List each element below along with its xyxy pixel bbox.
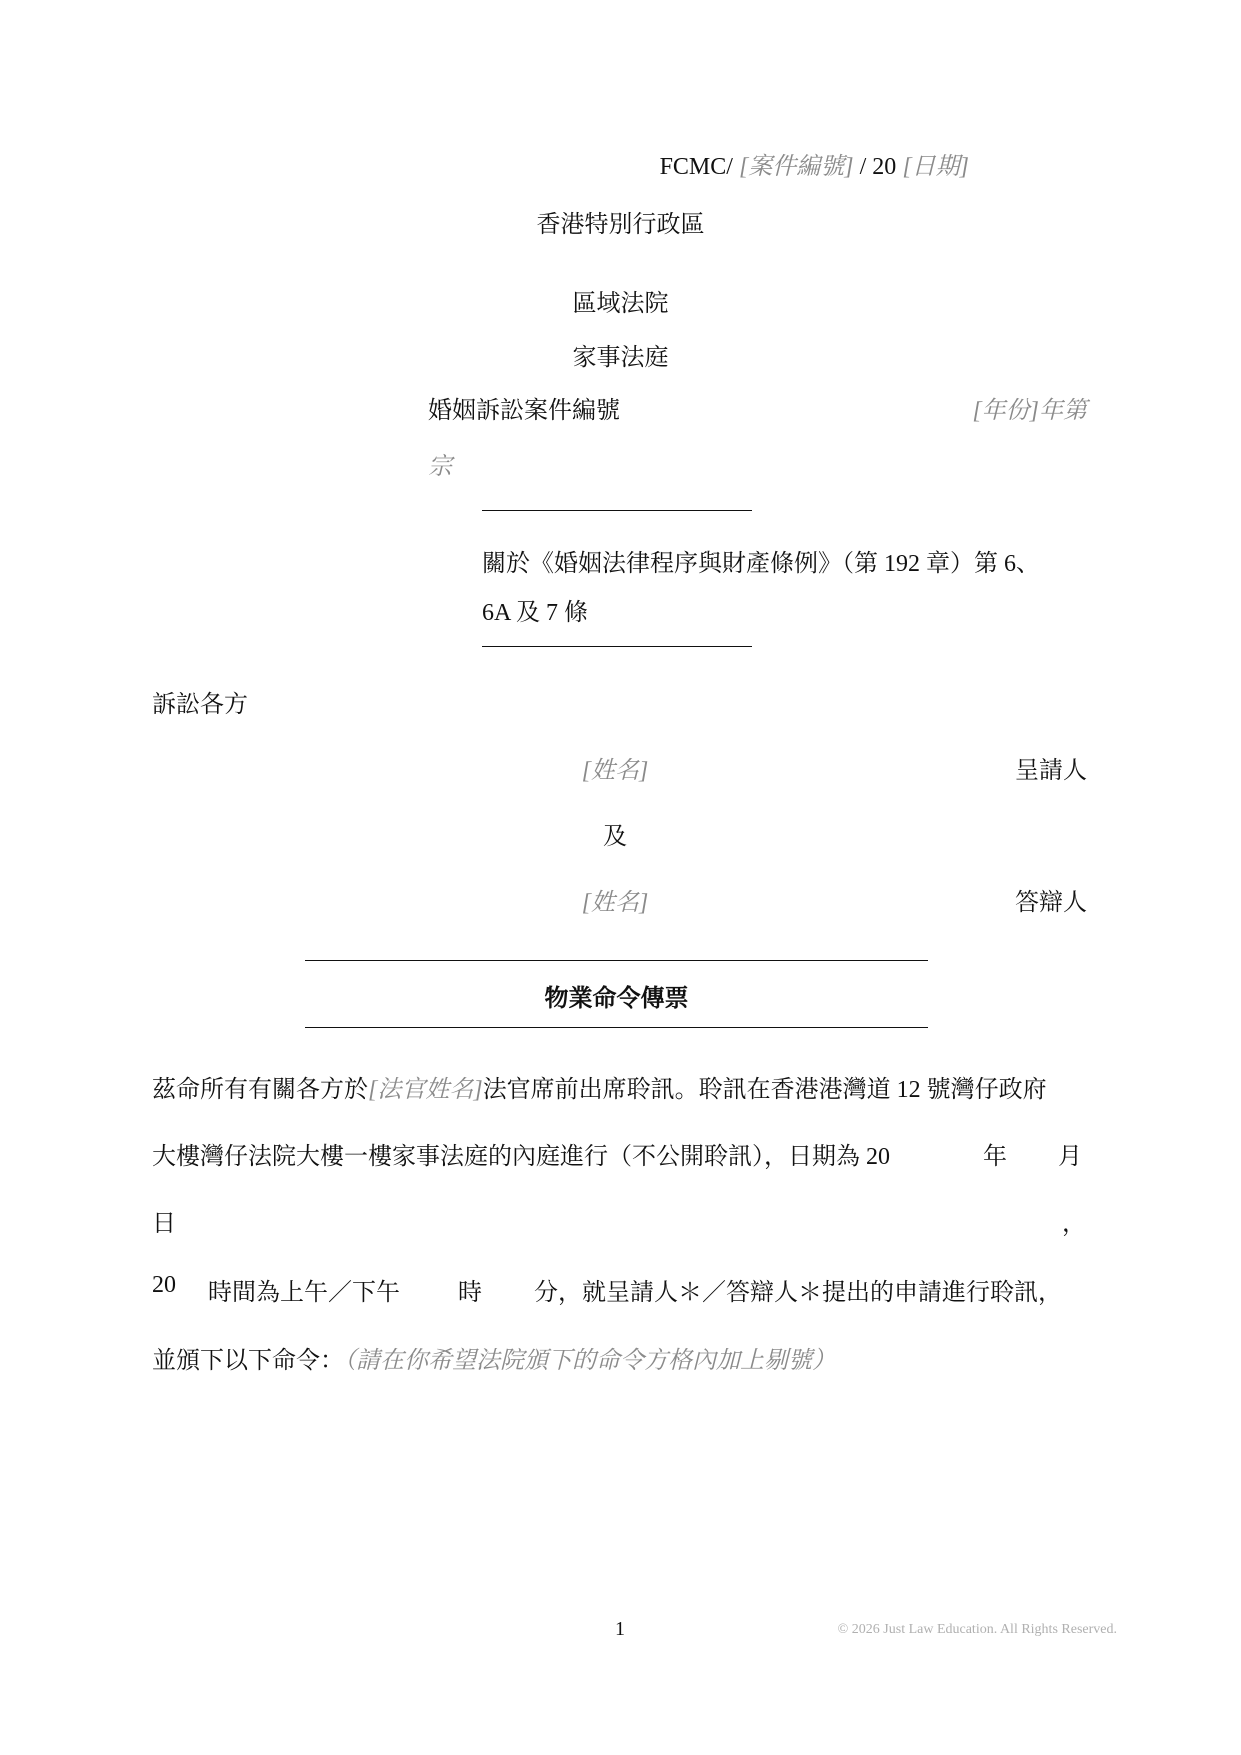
respondent-name: [姓名] — [581, 890, 649, 916]
body-day-label: 日 — [152, 1211, 176, 1237]
copyright-notice: © 2026 Just Law Education. All Rights Reserved. — [837, 1622, 1117, 1637]
parties-heading: 訴訟各方 — [152, 692, 248, 718]
case-separator: / 20 — [859, 154, 897, 180]
case-year-suffix-2: 宗 — [428, 454, 452, 480]
body-l1-a: 茲命所有有關各方於 — [152, 1077, 368, 1103]
page-number: 1 — [615, 1618, 625, 1640]
body-l4-year: 20 — [152, 1272, 176, 1298]
body-l5-a: 並頒下以下命令： — [152, 1348, 344, 1374]
body-l1-b: 法官席前出席聆訊。聆訊在香港港灣道 12 號灣仔政府 — [482, 1077, 1047, 1103]
title-rule-bottom — [305, 1027, 928, 1028]
court-family: 家事法庭 — [572, 345, 669, 371]
year-placeholder: [年份] — [972, 398, 1039, 424]
petitioner-role: 呈請人 — [1015, 758, 1087, 784]
case-number-header — [660, 146, 969, 181]
checkbox-instruction: （請在你希望法院頒下的命令方格內加上剔號） — [344, 1348, 836, 1374]
date-placeholder: [日期] — [902, 154, 969, 180]
body-line-2: 大樓灣仔法院大樓一樓家事法庭的內庭進行（不公開聆訊），日期為 20 — [152, 1144, 890, 1170]
divider-top — [482, 510, 752, 511]
body-month-label: 月 — [1058, 1144, 1082, 1170]
body-line-1 — [152, 1069, 1047, 1104]
judge-name-placeholder: [法官姓名] — [368, 1077, 483, 1103]
statute-line-2: 6A 及 7 條 — [482, 600, 589, 626]
case-number-placeholder: [案件編號] — [738, 154, 854, 180]
court-district: 區域法院 — [572, 291, 669, 317]
case-year — [972, 390, 1087, 425]
body-comma: ， — [1062, 1211, 1086, 1237]
case-prefix: FCMC/ — [659, 154, 733, 180]
title-rule-top — [305, 960, 928, 961]
body-year-label: 年 — [983, 1144, 1007, 1170]
respondent-role: 答辯人 — [1015, 890, 1087, 916]
year-suffix: 年第 — [1039, 398, 1087, 424]
document-title: 物業命令傳票 — [544, 986, 689, 1012]
body-l4-time: 時間為上午／下午 — [208, 1280, 400, 1306]
court-region: 香港特別行政區 — [536, 212, 705, 238]
statute-line-1: 關於《婚姻法律程序與財產條例》（第 192 章）第 6、 — [482, 551, 1040, 577]
body-line-5 — [152, 1340, 836, 1375]
petitioner-name: [姓名] — [581, 758, 649, 784]
and-connector: 及 — [603, 824, 627, 850]
divider-bottom — [482, 646, 752, 647]
case-type-label: 婚姻訴訟案件編號 — [428, 398, 620, 424]
body-l4-rest: 分，就呈請人＊／答辯人＊提出的申請進行聆訊， — [534, 1280, 1062, 1306]
body-l4-hour: 時 — [458, 1280, 482, 1306]
